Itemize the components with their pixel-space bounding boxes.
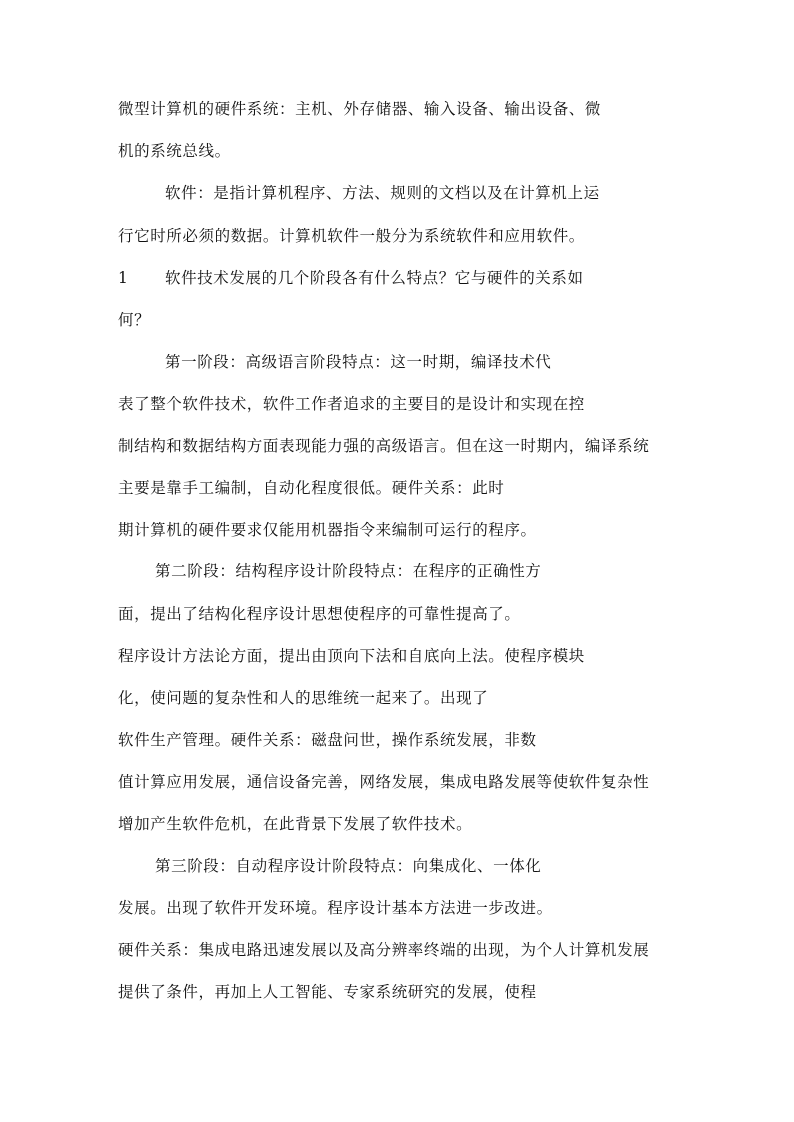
text-line: 软件：是指计算机程序、方法、规则的文档以及在计算机上运: [165, 184, 600, 202]
text-line: 软件生产管理。硬件关系：磁盘问世，操作系统发展，非数: [118, 731, 537, 749]
text-line: 期计算机的硬件要求仅能用机器指令来编制可运行的程序。: [118, 521, 537, 539]
text-line: 第三阶段：自动程序设计阶段特点：向集成化、一体化: [155, 857, 542, 875]
question-number: 1: [118, 269, 128, 287]
text-line: 微型计算机的硬件系统：主机、外存储器、输入设备、输出设备、微: [118, 100, 602, 118]
text-line: 化，使问题的复杂性和人的思维统一起来了。出现了: [118, 689, 489, 707]
text-line: 机的系统总线。: [118, 142, 231, 160]
question-text-continued: 何？: [118, 311, 151, 329]
text-line: 第二阶段：结构程序设计阶段特点：在程序的正确性方: [155, 562, 542, 580]
text-line: 制结构和数据结构方面表现能力强的高级语言。但在这一时期内，编译系统: [118, 437, 650, 455]
text-line: 行它时所必须的数据。计算机软件一般分为系统软件和应用软件。: [118, 227, 585, 245]
text-line: 面，提出了结构化程序设计思想使程序的可靠性提高了。: [118, 605, 521, 623]
text-line: 发展。出现了软件开发环境。程序设计基本方法进一步改进。: [118, 899, 553, 917]
text-line: 表了整个软件技术，软件工作者追求的主要目的是设计和实现在控: [118, 395, 585, 413]
text-line: 增加产生软件危机，在此背景下发展了软件技术。: [118, 815, 473, 833]
text-line: 提供了条件，再加上人工智能、专家系统研究的发展，使程: [118, 983, 537, 1001]
text-line: 值计算应用发展，通信设备完善，网络发展，集成电路发展等使软件复杂性: [118, 773, 650, 791]
text-line: 硬件关系：集成电路迅速发展以及高分辨率终端的出现，为个人计算机发展: [118, 941, 650, 959]
question-text: 软件技术发展的几个阶段各有什么特点？它与硬件的关系如: [165, 269, 584, 287]
text-line: 主要是靠手工编制，自动化程度很低。硬件关系：此时: [118, 479, 505, 497]
text-line: 第一阶段：高级语言阶段特点：这一时期，编译技术代: [165, 353, 552, 371]
text-line: 程序设计方法论方面，提出由顶向下法和自底向上法。使程序模块: [118, 647, 585, 665]
